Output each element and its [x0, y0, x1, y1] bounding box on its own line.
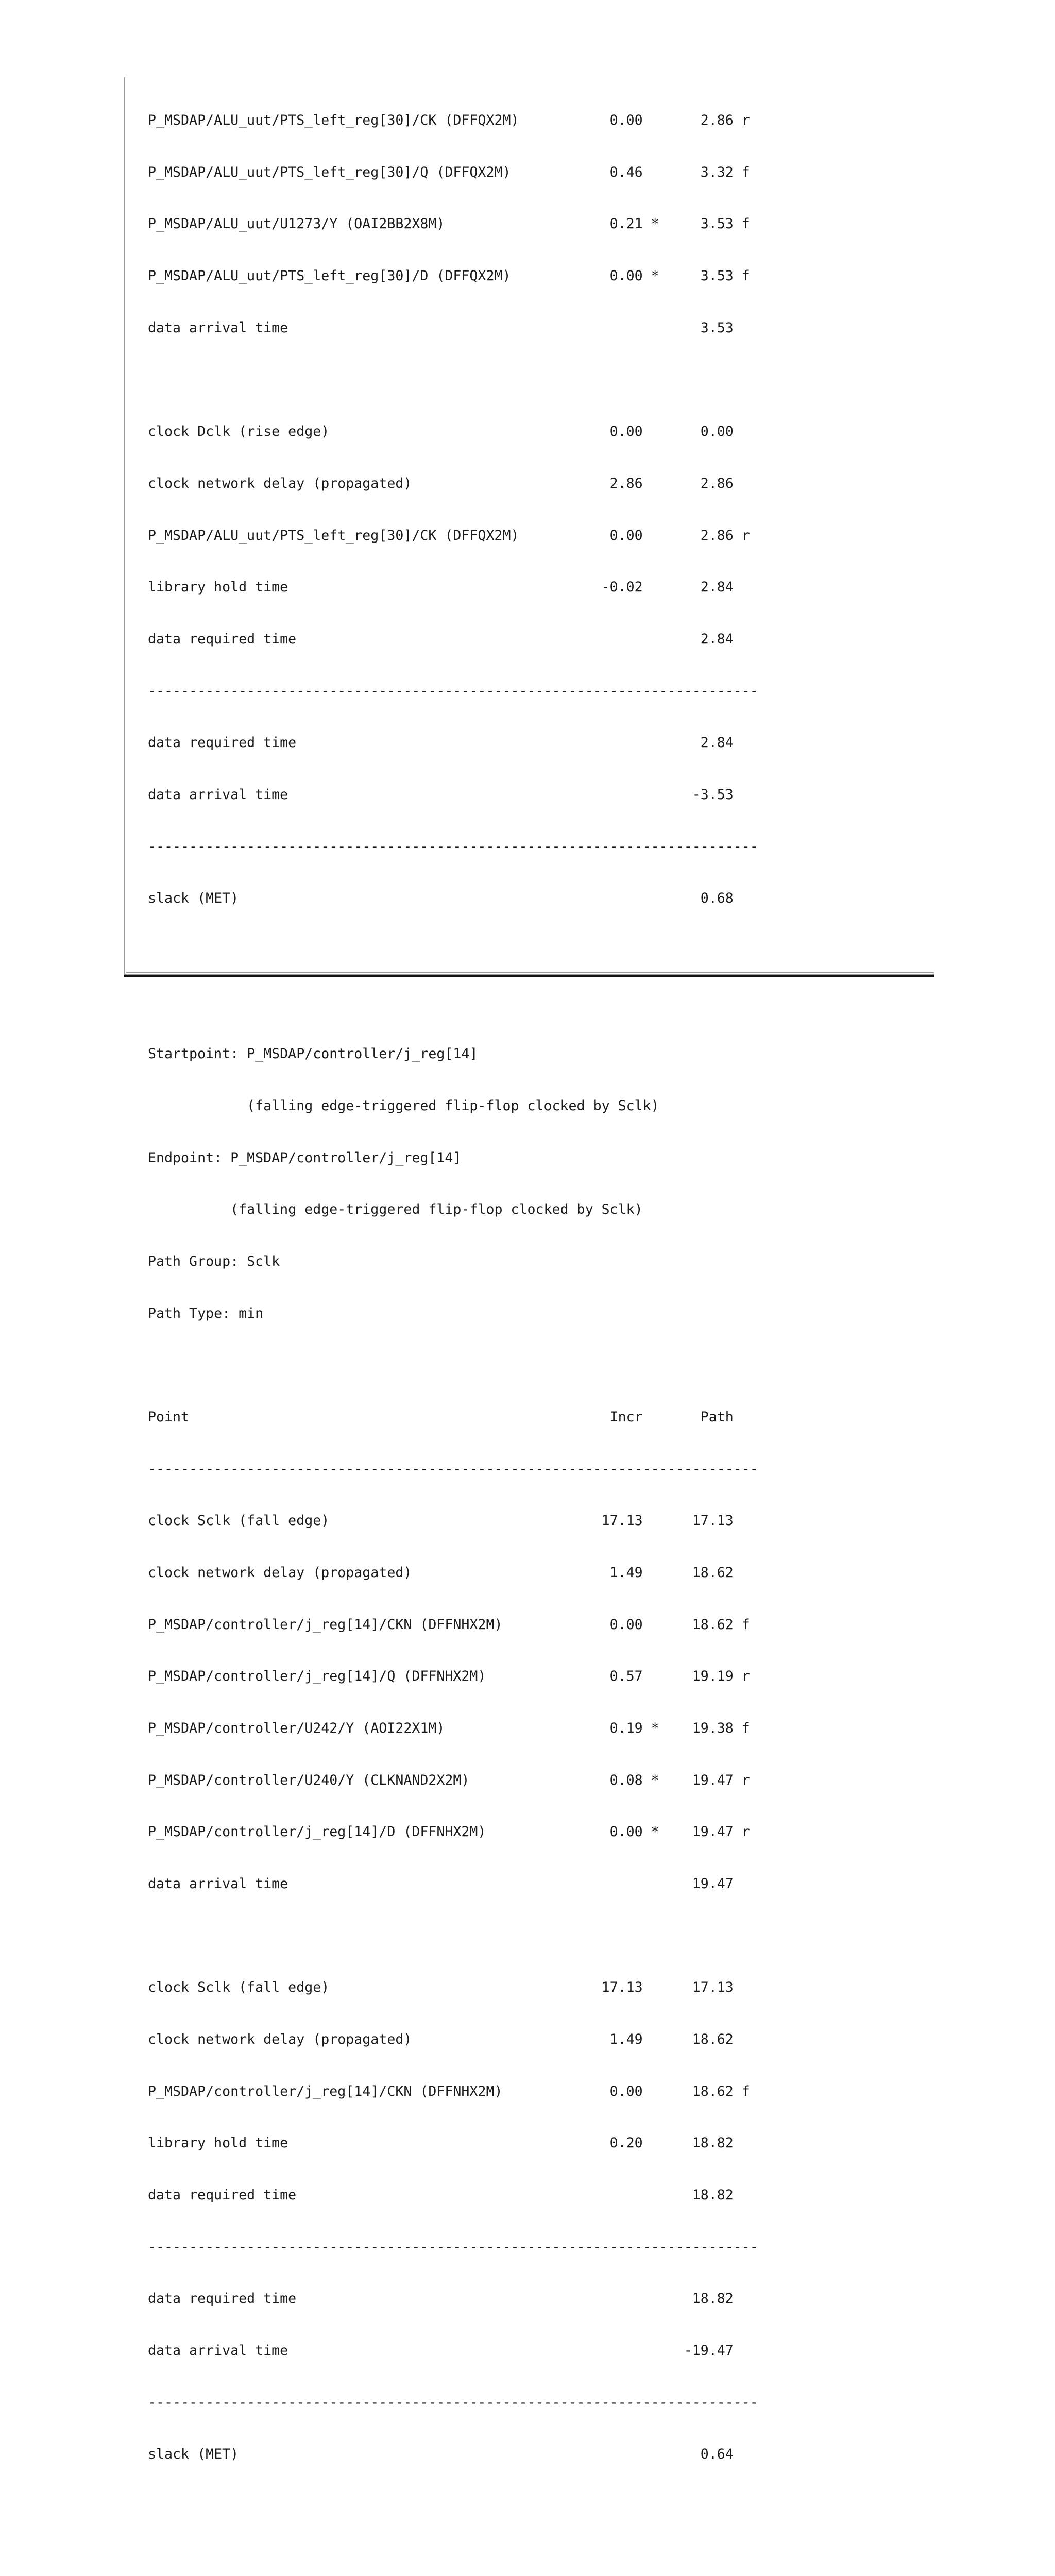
- report-line: [148, 994, 758, 1011]
- path-type-line: Path Type: min: [148, 1305, 264, 1321]
- separator-line: --------------------------------------------------------------------------: [148, 2394, 758, 2411]
- report-line: P_MSDAP/controller/U240/Y (CLKNAND2X2M) 0.08 * 19.47 r: [148, 1772, 750, 1788]
- report-line: (falling edge-triggered flip-flop clocked by Sclk): [148, 1097, 659, 1114]
- report-line: data required time 2.84: [148, 735, 734, 751]
- separator-line: --------------------------------------------------------------------------: [148, 2239, 758, 2255]
- timing-report-text: [148, 77, 758, 2576]
- report-line: data required time 2.84: [148, 631, 734, 647]
- separator-line: --------------------------------------------------------------------------: [148, 838, 758, 855]
- report-line: clock network delay (propagated) 1.49 18.62: [148, 1564, 734, 1581]
- path-group-line: Path Group: Sclk: [148, 1253, 280, 1269]
- report-line: [148, 2550, 758, 2567]
- report-line: P_MSDAP/ALU_uut/U1273/Y (OAI2BB2X8M) 0.21 * 3.53 f: [148, 216, 750, 232]
- report-line: P_MSDAP/controller/j_reg[14]/CKN (DFFNHX2M) 0.00 18.62 f: [148, 2083, 750, 2099]
- report-line: data required time 18.82: [148, 2291, 734, 2307]
- report-line: P_MSDAP/ALU_uut/PTS_left_reg[30]/D (DFFQX2M) 0.00 * 3.53 f: [148, 268, 750, 284]
- report-line: clock Sclk (fall edge) 17.13 17.13: [148, 1513, 734, 1529]
- report-line: clock network delay (propagated) 2.86 2.86: [148, 475, 734, 492]
- window-bottom-border: [124, 975, 934, 977]
- timing-report-window[interactable]: [124, 77, 934, 2463]
- report-line: clock Dclk (rise edge) 0.00 0.00: [148, 423, 734, 440]
- report-line: [148, 1357, 758, 1374]
- report-line: P_MSDAP/controller/j_reg[14]/Q (DFFNHX2M) 0.57 19.19 r: [148, 1668, 750, 1685]
- slack-line: slack (MET) 0.64: [148, 2446, 734, 2463]
- report-line: library hold time -0.02 2.84: [148, 579, 734, 596]
- report-line: (falling edge-triggered flip-flop clocked by Sclk): [148, 1201, 643, 1218]
- report-line: P_MSDAP/ALU_uut/PTS_left_reg[30]/Q (DFFQX2M) 0.46 3.32 f: [148, 164, 750, 180]
- report-line: [148, 1927, 758, 1945]
- report-line: P_MSDAP/controller/j_reg[14]/D (DFFNHX2M) 0.00 * 19.47 r: [148, 1824, 750, 1840]
- report-line: P_MSDAP/controller/j_reg[14]/CKN (DFFNHX2M) 0.00 18.62 f: [148, 1616, 750, 1633]
- report-line: clock Sclk (fall edge) 17.13 17.13: [148, 1979, 734, 1996]
- report-line: [148, 371, 758, 388]
- endpoint-line: Endpoint: P_MSDAP/controller/j_reg[14]: [148, 1149, 462, 1166]
- report-line: P_MSDAP/ALU_uut/PTS_left_reg[30]/CK (DFFQX2M) 0.00 2.86 r: [148, 112, 750, 129]
- startpoint-line: Startpoint: P_MSDAP/controller/j_reg[14]: [148, 1046, 478, 1062]
- report-line: P_MSDAP/controller/U242/Y (AOI22X1M) 0.19 * 19.38 f: [148, 1720, 750, 1736]
- report-line: [148, 942, 758, 959]
- column-header-line: Point Incr Path: [148, 1409, 734, 1425]
- report-line: data arrival time 3.53: [148, 319, 734, 336]
- report-line: data arrival time 19.47: [148, 1875, 734, 1892]
- separator-line: --------------------------------------------------------------------------: [148, 1461, 758, 1477]
- report-line: data arrival time -19.47: [148, 2343, 734, 2359]
- report-line: data required time 18.82: [148, 2187, 734, 2203]
- report-line: clock network delay (propagated) 1.49 18.62: [148, 2031, 734, 2047]
- slack-line: slack (MET) 0.68: [148, 890, 734, 907]
- report-line: [148, 2498, 758, 2515]
- report-line: data arrival time -3.53: [148, 786, 734, 803]
- separator-line: --------------------------------------------------------------------------: [148, 683, 758, 699]
- report-line: library hold time 0.20 18.82: [148, 2135, 734, 2151]
- report-line: P_MSDAP/ALU_uut/PTS_left_reg[30]/CK (DFFQX2M) 0.00 2.86 r: [148, 527, 750, 544]
